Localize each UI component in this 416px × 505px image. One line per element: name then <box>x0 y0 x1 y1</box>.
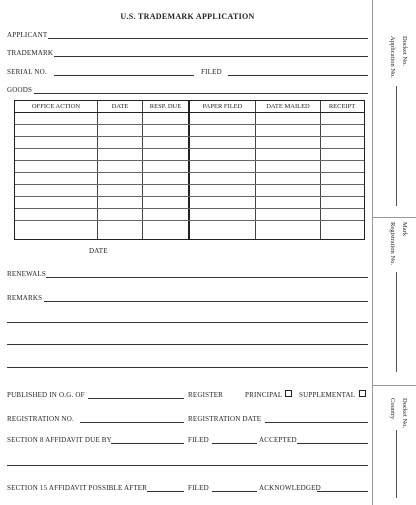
country-line[interactable] <box>396 430 397 498</box>
section15-filed-field-line[interactable] <box>212 491 257 492</box>
table-row[interactable] <box>15 196 364 197</box>
applicant-label: APPLICANT <box>7 31 48 39</box>
table-divider <box>255 101 256 239</box>
trademark-field-line[interactable] <box>54 56 368 57</box>
registration-no-label: REGISTRATION NO. <box>7 415 74 423</box>
goods-field-line[interactable] <box>34 93 368 94</box>
table-row[interactable] <box>15 148 364 149</box>
goods-label: GOODS <box>7 86 33 94</box>
strip-divider <box>372 217 416 218</box>
accepted-label: ACCEPTED <box>259 436 297 444</box>
table-divider <box>142 101 143 239</box>
renewals-label: RENEWALS <box>7 270 46 278</box>
table-row[interactable] <box>15 136 364 137</box>
side-index-strip <box>372 0 416 505</box>
remarks-label: REMARKS <box>7 294 43 302</box>
table-row[interactable] <box>15 124 364 125</box>
remarks-field-line[interactable] <box>44 301 368 302</box>
accepted-field-line[interactable] <box>297 443 368 444</box>
strip-divider <box>372 385 416 386</box>
table-row[interactable] <box>15 184 364 185</box>
renewals-field-line[interactable] <box>46 277 368 278</box>
supplemental-label: SUPPLEMENTAL <box>299 391 356 399</box>
published-field-line[interactable] <box>88 398 184 399</box>
table-header-rule <box>15 112 364 113</box>
section15-filed-label: FILED <box>188 484 209 492</box>
table-header-office-action: OFFICE ACTION <box>31 103 81 110</box>
table-row[interactable] <box>15 208 364 209</box>
published-label: PUBLISHED IN O.G. OF <box>7 391 85 399</box>
table-row[interactable] <box>15 172 364 173</box>
table-header-paper-filed: PAPER FILED <box>202 103 243 110</box>
section15-label: SECTION 15 AFFIDAVIT POSSIBLE AFTER <box>7 484 148 492</box>
section8-label: SECTION 8 AFFIDAVIT DUE BY <box>7 436 112 444</box>
table-row[interactable] <box>15 220 364 221</box>
table-header-receipt: RECEIPT <box>328 103 356 110</box>
register-label: REGISTER <box>188 391 224 399</box>
principal-label: PRINCIPAL <box>245 391 283 399</box>
applicant-field-line[interactable] <box>48 38 368 39</box>
registration-date-label: REGISTRATION DATE <box>188 415 262 423</box>
filed-label: FILED <box>201 68 222 76</box>
remarks-extra-line[interactable] <box>7 344 368 345</box>
docket-no-label: Docket No. <box>401 36 408 66</box>
table-center-divider <box>188 101 190 239</box>
section8-filed-label: FILED <box>188 436 209 444</box>
table-divider <box>97 101 98 239</box>
trademark-label: TRADEMARK <box>7 49 54 57</box>
application-no-label: Application No. <box>389 36 396 78</box>
remarks-extra-line[interactable] <box>7 322 368 323</box>
serial-no-field-line[interactable] <box>54 75 194 76</box>
registration-no-side-line[interactable] <box>396 272 397 372</box>
registration-no-side-label: Registration No. <box>389 222 396 265</box>
table-divider <box>320 101 321 239</box>
office-action-table <box>14 100 365 240</box>
blank-line[interactable] <box>7 465 368 466</box>
remarks-extra-line[interactable] <box>7 367 368 368</box>
form-title: U.S. TRADEMARK APPLICATION <box>120 12 255 21</box>
application-no-line[interactable] <box>396 86 397 206</box>
table-header-date-mailed: DATE MAILED <box>266 103 310 110</box>
country-label: Country <box>389 398 396 420</box>
filed-field-line[interactable] <box>228 75 368 76</box>
acknowledged-field-line[interactable] <box>317 491 368 492</box>
registration-no-field-line[interactable] <box>80 422 184 423</box>
mark-label: Mark <box>401 222 408 237</box>
strip-edge <box>372 0 373 505</box>
acknowledged-label: ACKNOWLEDGED <box>259 484 321 492</box>
section15-field-line[interactable] <box>147 491 184 492</box>
docket-no-bottom-label: Docket No. <box>401 398 408 428</box>
table-row[interactable] <box>15 160 364 161</box>
section8-field-line[interactable] <box>111 443 184 444</box>
table-header-resp-due: RESP. DUE <box>149 103 182 110</box>
section8-filed-field-line[interactable] <box>212 443 257 444</box>
serial-no-label: SERIAL NO. <box>7 68 47 76</box>
principal-checkbox[interactable] <box>285 390 292 397</box>
registration-date-field-line[interactable] <box>265 422 368 423</box>
date-label: DATE <box>89 247 108 255</box>
supplemental-checkbox[interactable] <box>359 390 366 397</box>
table-header-date: DATE <box>111 103 129 110</box>
